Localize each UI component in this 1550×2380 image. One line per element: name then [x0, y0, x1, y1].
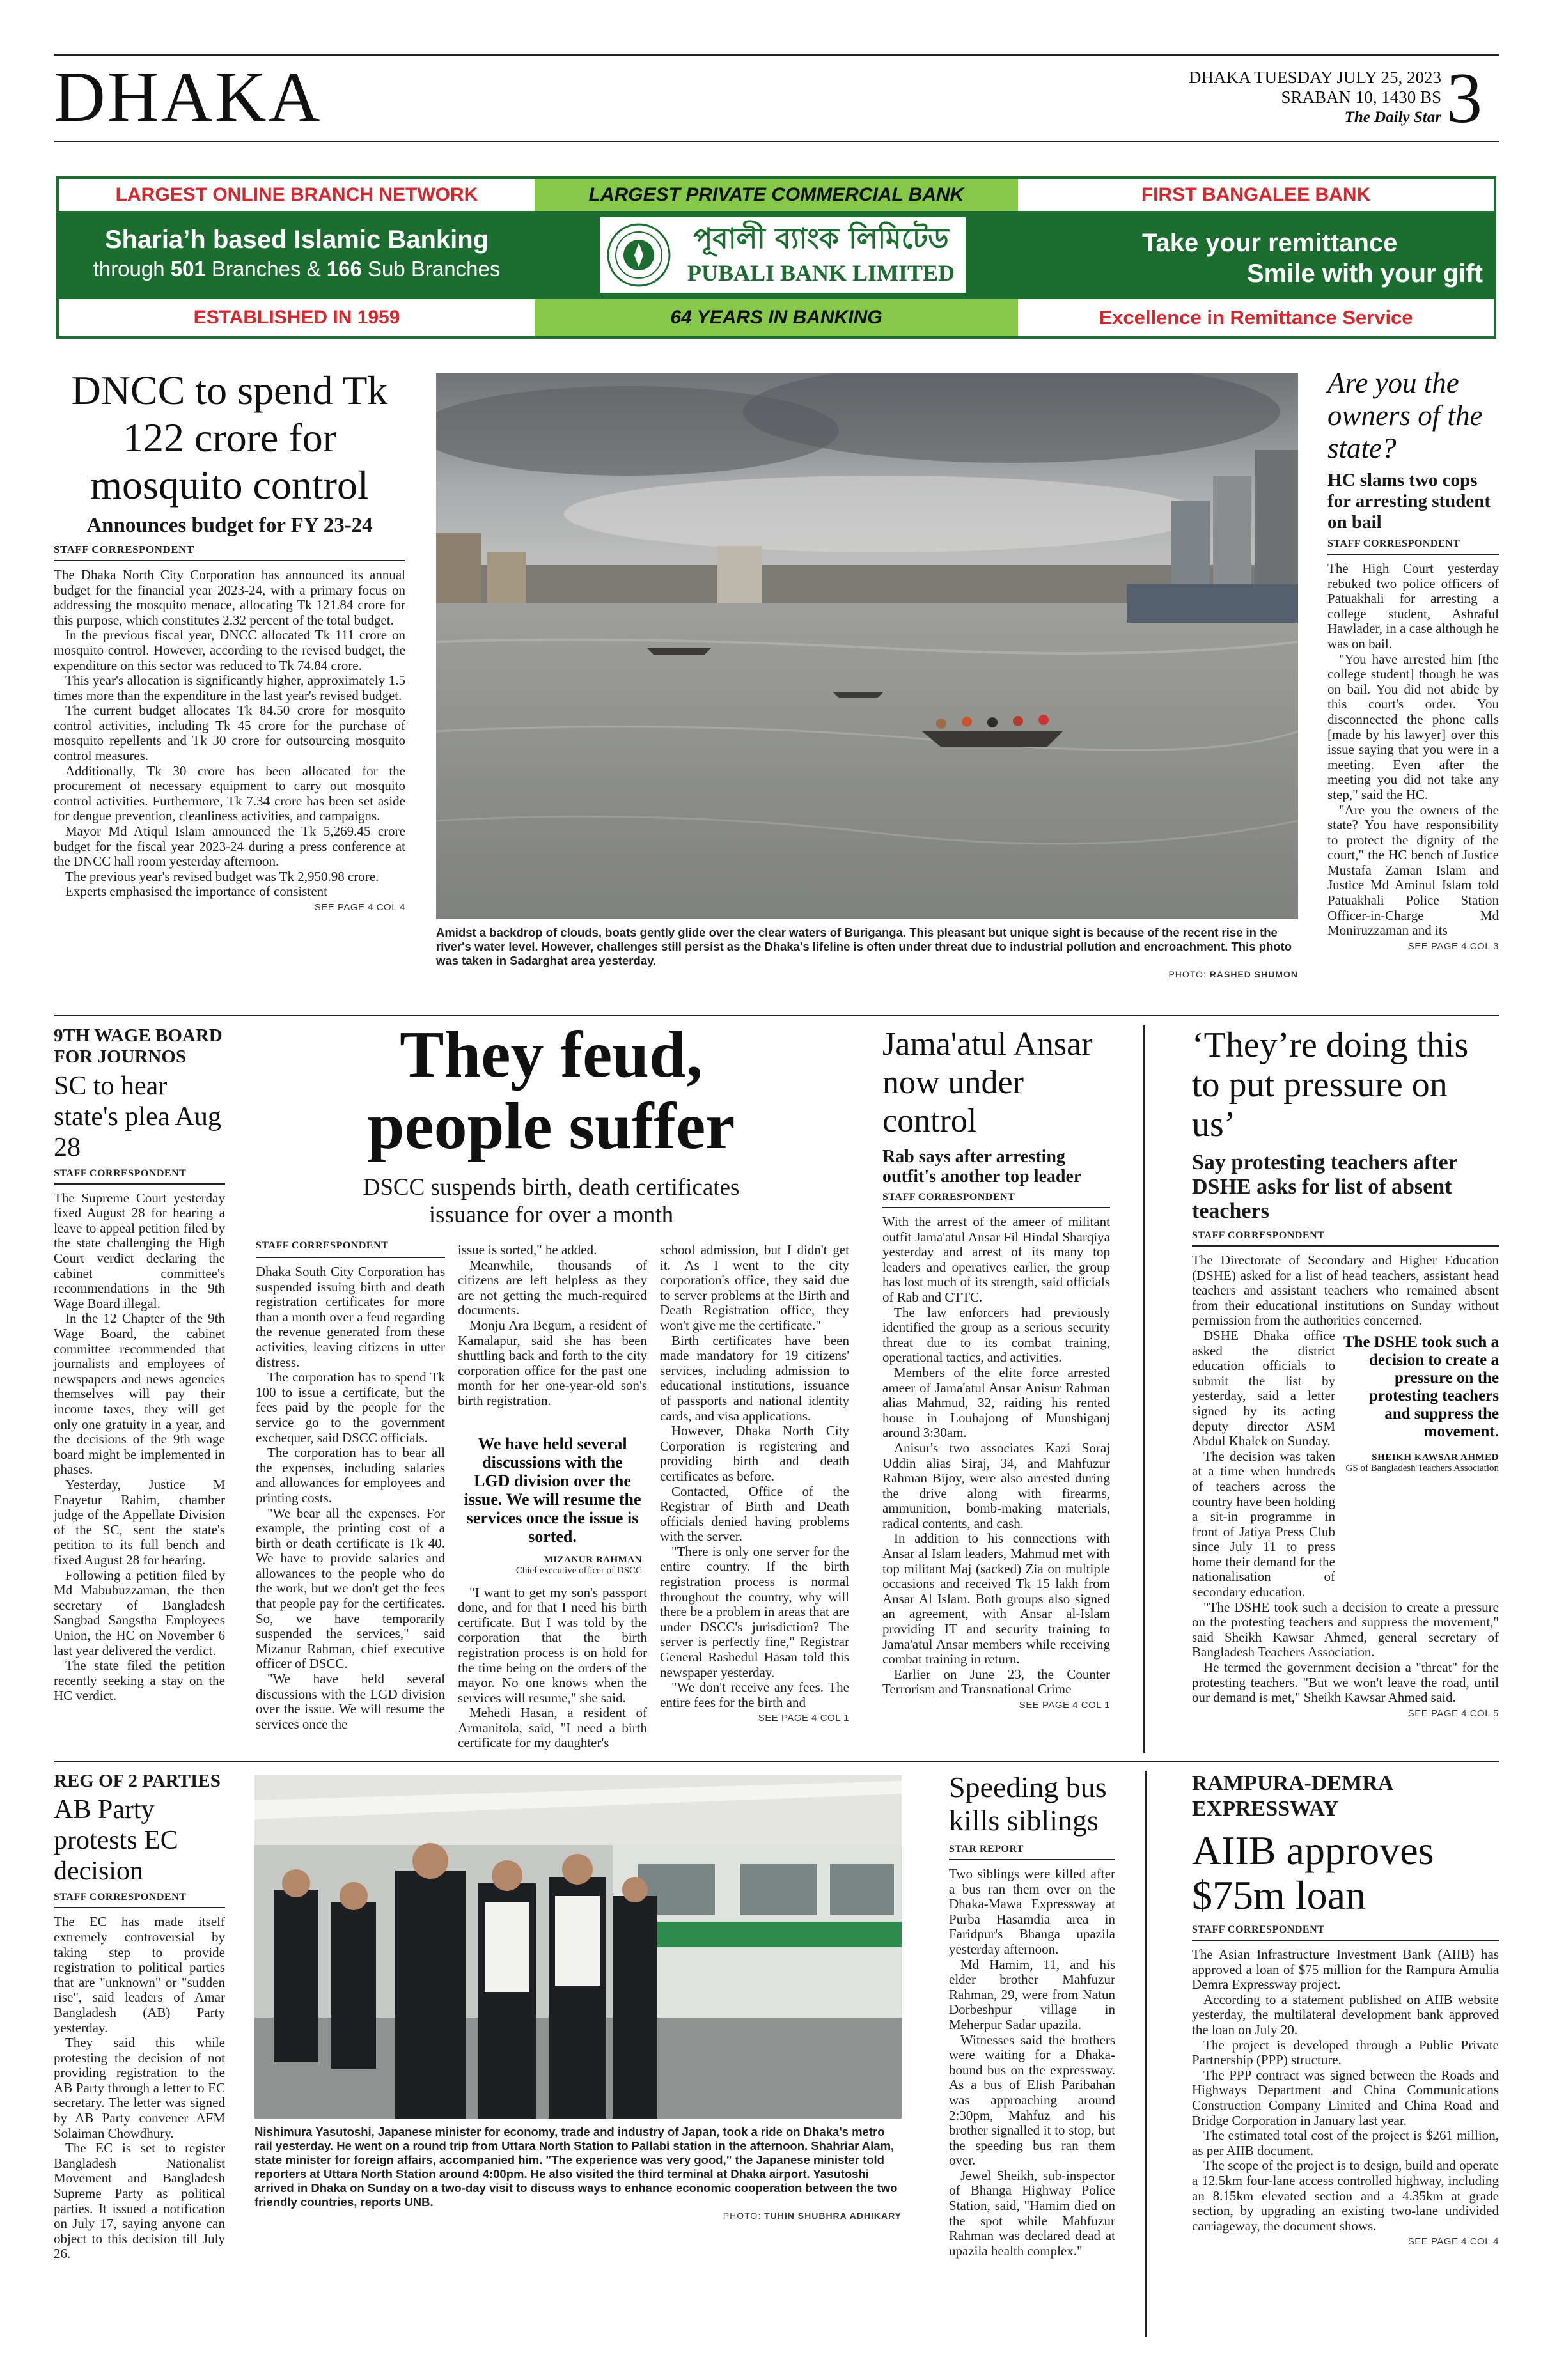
byline-rule — [882, 1207, 1110, 1208]
paragraph: They said this while protesting the decision of not providing registration to the AB Party through a letter to EC secretary. The letter was signed by AB Party convener AFM Solaiman Chowdhury. — [54, 2035, 225, 2141]
byline: STAFF CORRESPONDENT — [1327, 538, 1460, 549]
paragraph: The Directorate of Secondary and Higher Education (DSHE) asked for a list of head teachers, assistant head teachers and assistant teachers who remained absent from their educational institutions on Sunday without permission from the authorities concerned. — [1192, 1252, 1499, 1328]
story-ab-party — [54, 1771, 225, 2262]
photo-credit — [436, 969, 1298, 979]
paragraph: The decision was taken at a time when hundreds of teachers across the country have been holding a sit-in programme in front of Jatiya Press Club since July 11 to press home their demand for the nationalisation of secondary education. — [1192, 1448, 1335, 1600]
paragraph: The scope of the project is to design, build and operate a 12.5km four-lane access controlled highway, including an 8.15km elevated section and a 4.35km at grade section, by upgrading an existing two-lane undivided carriageway, the document shows. — [1192, 2158, 1499, 2234]
byline: STAFF CORRESPONDENT — [54, 543, 194, 556]
pull-quote-role: Chief executive officer of DSCC — [515, 1565, 642, 1576]
paragraph: school admission, but I didn't get it. As I went to the city corporation's office, they said due to server problems at the Birth and Death Registration office, they won't give me the certificate." — [660, 1242, 849, 1333]
paragraph: With the arrest of the ameer of militant outfit Jama'atul Ansar Fil Hindal Sharqiya yesterday and arrest of its many top leaders and operatives earlier, the group has lost much of its strength, said officials of Rab and CTTC. — [882, 1214, 1110, 1305]
article-body — [256, 1264, 445, 1732]
ad-left-text — [59, 224, 535, 283]
paragraph: "We bear all the expenses. For example, the printing cost of a birth or death certificate is Tk 40. We have to provide salaries and allowances to the people who do the work, but we don't get the fees that people pay for the certificates. So, we have temporarily suspended the services," said Mizanur Rahman, chief executive officer of DSCC. — [256, 1505, 445, 1672]
paragraph: "We don't receive any fees. The entire fees for the birth and — [660, 1679, 849, 1710]
paragraph: Mehedi Hasan, a resident of Armanitola, said, "I need a birth certificate for my daughter's — [458, 1705, 647, 1751]
headline-line-2: people suffer — [367, 1089, 735, 1163]
column-divider — [1145, 1771, 1147, 2337]
paragraph: Meanwhile, thousands of citizens are left helpless as they are not getting the much-required documents. — [458, 1257, 647, 1318]
paragraph: Witnesses said the brothers were waiting for a Dhaka-bound bus on the expressway. As a bus of Elish Paribahan was approaching around 2:30pm, Mahfuz and his brother signalled it to stop, but the speeding bus ran them over. — [949, 2032, 1115, 2168]
paragraph: The project is developed through a Public Private Partnership (PPP) structure. — [1192, 2037, 1499, 2068]
paragraph: The estimated total cost of the project is $261 million, as per AIIB document. — [1192, 2127, 1499, 2158]
headline[interactable]: Are you the owners of the state? — [1327, 367, 1483, 464]
ad-branches-line — [59, 256, 535, 283]
paragraph: "The DSHE took such a decision to create a pressure on the protesting teachers and suppress the movement," said Sheikh Kawsar Ahmed, general secretary of Bangladesh Teachers Association. — [1192, 1599, 1499, 1660]
ad-right-text — [1018, 228, 1494, 289]
pull-quote — [463, 1435, 642, 1576]
article-body — [1192, 1253, 1499, 1328]
ad-bottom-left: ESTABLISHED IN 1959 — [193, 307, 400, 328]
article-body — [458, 1243, 647, 1409]
paragraph: The corporation has to spend Tk 100 to issue a certificate, but the fees paid by the people for the service go to the government exchequer, said DSCC officials. — [256, 1369, 445, 1445]
article-body — [54, 568, 405, 899]
page-number: 3 — [1446, 59, 1482, 138]
byline: STAFF CORRESPONDENT — [1192, 1924, 1325, 1935]
headline[interactable]: AB Party protests EC decision — [54, 1795, 178, 1886]
continued-link[interactable]: SEE PAGE 4 COL 1 — [758, 1713, 849, 1724]
paragraph: The EC has made itself extremely controversial by taking step to provide registration to political parties that are "unknown" or "sudden rise", said leaders of Amar Bangladesh (AB) Party yesterday. — [54, 1914, 225, 2035]
deck: Announces budget for FY 23-24 — [86, 514, 373, 537]
paragraph: The state filed the petition recently seeking a stay on the HC verdict. — [54, 1658, 225, 1704]
paragraph: Two siblings were killed after a bus ran them over on the Dhaka-Mawa Expressway at Purba Hasamdia area in Faridpur's Bhanga upazila yesterday afternoon. — [949, 1866, 1115, 1957]
article-body — [882, 1215, 1110, 1697]
ad-through: through — [93, 257, 165, 281]
byline: STAFF CORRESPONDENT — [54, 1167, 187, 1179]
deck: DSCC suspends birth, death certificates issuance for over a month — [363, 1174, 740, 1228]
pull-quote-name: SHEIKH KAWSAR AHMED — [1372, 1452, 1499, 1463]
split-block — [1192, 1328, 1499, 1600]
paragraph: Yesterday, Justice M Enayetur Rahim, chamber judge of the Appellate Division of the SC, sent the state's petition to its full bench and fixed August 28 for hearing. — [54, 1476, 225, 1567]
headline[interactable] — [251, 1019, 852, 1162]
feud-col-1 — [256, 1257, 445, 1732]
ad-smile-gift: Smile with your gift — [1247, 260, 1483, 288]
continued-link[interactable]: SEE PAGE 4 COL 5 — [1407, 1707, 1499, 1719]
continued-link[interactable]: SEE PAGE 4 COL 1 — [1019, 1700, 1110, 1711]
byline-rule — [1192, 1245, 1499, 1247]
headline[interactable]: SC to hear state's plea Aug 28 — [54, 1071, 221, 1162]
feud-byline: STAFF CORRESPONDENT — [256, 1240, 389, 1251]
deck: HC slams two cops for arresting student on bail — [1327, 470, 1491, 533]
paragraph: The High Court yesterday rebuked two police officers of Patuakhali for arresting a college student, Ashraful Hawlader, in a case although he was on bail. — [1327, 561, 1499, 651]
ad-sub-count: 166 — [326, 257, 362, 281]
credit-name: RASHED SHUMON — [1209, 969, 1298, 979]
pull-quote-name: MIZANUR RAHMAN — [544, 1554, 642, 1565]
kicker: REG OF 2 PARTIES — [54, 1771, 221, 1791]
date: DHAKA TUESDAY JULY 25, 2023 — [1188, 68, 1441, 87]
ad-sub-branches: Sub Branches — [368, 257, 501, 281]
paragraph: "Are you the owners of the state? You have responsibility to protect the dignity of the court," the HC bench of Justice Mustafa Zaman Islam and Justice Md Aminul Islam told Patuakhali Police Station Officer-in-Charge Md Moniruzzaman and its — [1327, 802, 1499, 938]
dateline — [1189, 68, 1441, 127]
ad-top-left: LARGEST ONLINE BRANCH NETWORK — [115, 184, 478, 205]
continued-link[interactable]: SEE PAGE 4 COL 4 — [1407, 2236, 1499, 2248]
ad-take-remittance: Take your remittance — [1142, 229, 1398, 257]
paragraph: issue is sorted," he added. — [458, 1242, 597, 1257]
fold-rule-2 — [54, 1761, 1499, 1762]
credit-name: TUHIN SHUBHRA ADHIKARY — [764, 2211, 902, 2221]
byline-rule — [949, 1859, 1115, 1860]
byline-rule — [1192, 1940, 1499, 1941]
bengali-date: SRABAN 10, 1430 BS — [1281, 88, 1441, 107]
paragraph: The Supreme Court yesterday fixed August 28 for hearing a leave to appeal petition filed by the state challenging the High Court verdict declaring the cabinet committee's recommendations in the 9th Wage Board illegal. — [54, 1190, 225, 1311]
paragraph: "I want to get my son's passport done, and for that I need his birth certificate. But I was told by the corporation that the birth registration process is on hold for the time being on the orders of the mayor. No one knows when the services will resume," she said. — [458, 1584, 647, 1706]
ad-islamic-banking: Sharia’h based Islamic Banking — [104, 226, 489, 254]
paragraph: Contacted, Office of the Registrar of Birth and Death officials denied having problems with the server. — [660, 1483, 849, 1544]
paragraph: The Asian Infrastructure Investment Bank (AIIB) has approved a loan of $75 million for the Rampura Amulia Demra Expressway project. — [1192, 1947, 1499, 1993]
paper-logo: The Daily Star — [1344, 109, 1441, 126]
buriganga-photo — [436, 373, 1298, 919]
byline: STAFF CORRESPONDENT — [882, 1192, 1015, 1202]
paragraph: In addition to his connections with Ansar al Islam leaders, Mahmud met with top militant Maj (sacked) Zia on multiple occasions and received Tk 15 lakh from Ansar Al Islam. Both groups also signed an agreement, with Ansar al-Islam providing IT and security training to Jama'atul Ansar members while receiving combat training in return. — [882, 1530, 1110, 1667]
paragraph: Anisur's two associates Kazi Soraj Uddin alias Siraj, 34, and Mahfuzur Rahman Bijoy, were also arrested during the drive along with firearms, ammunition, bomb-making materials, radical contents, and cash. — [882, 1440, 1110, 1531]
paragraph: However, Dhaka North City Corporation is registering and providing birth and death certificates as before. — [660, 1423, 849, 1484]
ad-bank-name: PUBALI BANK LIMITED — [687, 260, 955, 286]
story-dncc — [54, 367, 405, 913]
continued-link[interactable]: SEE PAGE 4 COL 3 — [1407, 940, 1499, 952]
story-bus — [949, 1771, 1115, 2259]
paragraph: Earlier on June 23, the Counter Terrorism and Transnational Crime — [882, 1666, 1110, 1697]
paragraph: Monju Ara Begum, a resident of Kamalapur, said she has been shuttling back and forth to the city corporation office for the past one month for her one-year-old son's birth registration. — [458, 1317, 647, 1408]
ad-branches-word: Branches & — [212, 257, 321, 281]
credit-label: PHOTO: — [1168, 969, 1207, 979]
headline[interactable]: Speeding bus kills siblings — [949, 1771, 1107, 1837]
article-body — [660, 1243, 849, 1710]
headline[interactable]: Jama'atul Ansar now under control — [882, 1026, 1093, 1139]
kicker: RAMPURA-DEMRA EXPRESSWAY — [1192, 1771, 1393, 1821]
story-pressure — [1192, 1025, 1499, 1719]
paragraph: "You have arrested him [the college student] though he was on bail. You did not abide by this court's order. You disconnected the phone calls [made by his lawyer] over this issue saying that you were in a meeting. Even after the meeting you did not take any step," said the HC. — [1327, 651, 1499, 802]
ad-top-right: FIRST BANGALEE BANK — [1141, 184, 1371, 205]
ad-branch-count: 501 — [170, 257, 206, 281]
masthead-rule — [54, 141, 1499, 142]
byline: STAFF CORRESPONDENT — [54, 1892, 187, 1903]
metro-photo-caption — [254, 2125, 902, 2221]
headline[interactable]: DNCC to spend Tk 122 crore for mosquito control — [71, 368, 388, 508]
byline-rule — [54, 1183, 225, 1185]
caption: Amidst a backdrop of clouds, boats gently glide over the clear waters of Buriganga. This pleasant but unique sight is because of the recent rise in the river's water level. However, challenges still persist as the Dhaka's lifeline is often under threat due to industrial pollution and encroachment. This photo was taken in Sadarghat area yesterday. — [436, 926, 1292, 967]
pubali-bank-ad[interactable] — [56, 176, 1496, 339]
article-body — [1192, 1600, 1499, 1706]
story-wage-board — [54, 1025, 225, 1704]
ad-bottom-center: 64 YEARS IN BANKING — [535, 299, 1018, 336]
headline[interactable]: AIIB approves $75m loan — [1192, 1828, 1434, 1918]
paragraph: Mayor Md Atiqul Islam announced the Tk 5,269.45 crore budget for the fiscal year 2023-24 during a press conference at the DNCC hall room yesterday afternoon. — [54, 823, 405, 869]
paragraph: "There is only one server for the entire country. If the birth registration process is normal throughout the country, why will there be a problem in areas that are under DSCC's jurisdiction? The server is perfectly fine," Registrar General Rashedul Hasan told this newspaper yesterday. — [660, 1543, 849, 1680]
fold-rule-1 — [54, 1015, 1499, 1016]
pull-quote — [1343, 1328, 1499, 1600]
paragraph: The Dhaka North City Corporation has announced its annual budget for the financial year 2023-24, with a primary focus on addressing the mosquito menace, allocating Tk 121.84 crore for this purpose, which constitutes 2.32 percent of the total budget. — [54, 566, 405, 628]
paragraph: Birth certificates have been made mandatory for 19 citizens' services, including admission to educational institutions, issuance of passports and national identity cards, and visa applications. — [660, 1332, 849, 1424]
pull-quote-text: We have held several discussions with the LGD division over the issue. We will resume the services once the issue is sorted. — [464, 1434, 641, 1546]
paragraph: The EC is set to register Bangladesh Nationalist Movement and Bangladesh Supreme Party as political parties. It issued a notification on July 17, saying anyone can object to this decision till July 26. — [54, 2140, 225, 2262]
ad-logo-box — [600, 217, 966, 293]
metro-rail-photo — [254, 1775, 902, 2119]
paragraph: The corporation has to bear all the expenses, including salaries and allowances for employees and printing costs. — [256, 1445, 445, 1505]
kicker: 9TH WAGE BOARD FOR JOURNOS — [54, 1025, 223, 1068]
byline-rule — [256, 1257, 445, 1258]
story-jamaatul — [882, 1025, 1110, 1711]
paragraph: The law enforcers had previously identified the group as a serious security threat due to its combat training, operational tactics, and activities. — [882, 1304, 1110, 1365]
story-feud — [251, 1019, 852, 1229]
pull-quote-text: The DSHE took such a decision to create a pressure on the protesting teachers and suppress the movement. — [1343, 1333, 1499, 1440]
article-body — [54, 1915, 225, 2262]
paragraph: "We have held several discussions with the LGD division over the issue. We will resume the services once the — [256, 1671, 445, 1732]
pull-quote-role: GS of Bangladesh Teachers Association — [1345, 1463, 1499, 1474]
paragraph: Md Hamim, 11, and his elder brother Mahfuzur Rahman, 29, were from Natun Dorbeshpur village in Meherpur Sadar upazila. — [949, 1956, 1115, 2032]
feud-col-3 — [660, 1243, 849, 1723]
ad-top-center: LARGEST PRIVATE COMMERCIAL BANK — [535, 179, 1018, 211]
article-body — [1327, 561, 1499, 938]
paragraph: In the previous fiscal year, DNCC allocated Tk 111 crore on mosquito control. However, according to the revised budget, the expenditure on this sector was reduced to Tk 74.84 crore. — [54, 627, 405, 673]
article-body — [1192, 1328, 1335, 1600]
paragraph: Experts emphasised the importance of consistent — [65, 883, 327, 899]
paragraph: Additionally, Tk 30 crore has been allocated for the procurement of necessary equipment to carry out mosquito control activities. Furthermore, Tk 7.34 crore has been set aside for dengue prevention, cleanliness activities, and campaigns. — [54, 763, 405, 824]
byline-rule — [54, 1907, 225, 1908]
pubali-logo-icon — [606, 222, 671, 288]
story-hc — [1327, 367, 1499, 952]
article-body — [1192, 1947, 1499, 2234]
paragraph: The PPP contract was signed between the Roads and Highways Department and China Communications Construction Company Limited and China Road and Bridge Corporation in January last year. — [1192, 2067, 1499, 2128]
paragraph: This year's allocation is significantly higher, approximately 1.5 times more than the expenditure in the last year's revised budget. — [54, 673, 405, 703]
paragraph: Members of the elite force arrested ameer of Jama'atul Ansar Anisur Rahman alias Mahmud, 32, raiding his rented house in Louhajong of Munshiganj around 3:30am. — [882, 1364, 1110, 1441]
headline[interactable]: ‘They’re doing this to put pressure on us’ — [1192, 1025, 1469, 1144]
paragraph: Dhaka South City Corporation has suspended issuing birth and death registration certificates for more than a month over a feud regarding the revenue generated from these activities, leaving citizens in utter distress. — [256, 1264, 445, 1370]
headline-line-1: They feud, — [400, 1018, 703, 1091]
column-divider — [1143, 1025, 1145, 1753]
paragraph: Following a petition filed by Md Mabubuzzaman, the then secretary of Bangladesh Sangbad Sangstha Employees Union, the HC on November 6 last year delivered the verdict. — [54, 1567, 225, 1658]
byline: STAR REPORT — [949, 1844, 1024, 1855]
feud-col-2 — [458, 1243, 647, 1751]
caption: Nishimura Yasutoshi, Japanese minister for economy, trade and industry of Japan, took a ride on Dhaka's metro rail yesterday. He went on a round trip from Uttara North Station to Pallabi station in the afternoon. Shahriar Alam, state minister for foreign affairs, accompanied him. "The experience was very good," the Japanese minister told reporters at Uttara North Station around 4:00pm. He also visited the third terminal at Dhaka airport. Yasutoshi arrived in Dhaka on Sunday on a two-day visit to discuss ways to enhance economic cooperation between the two friendly countries, reports UNB. — [254, 2125, 898, 2209]
river-photo-caption — [436, 926, 1298, 979]
top-rule — [54, 54, 1499, 56]
paragraph: According to a statement published on AIIB website yesterday, the multilateral development bank approved the loan on July 20. — [1192, 1991, 1499, 2037]
story-aiib — [1192, 1771, 1499, 2247]
byline-rule — [1327, 554, 1499, 555]
section-title: DHAKA — [54, 58, 322, 137]
metro-scene-image — [254, 1775, 902, 2119]
credit-label: PHOTO: — [723, 2211, 762, 2221]
continued-link[interactable]: SEE PAGE 4 COL 4 — [314, 902, 405, 913]
article-body — [949, 1867, 1115, 2259]
paragraph: He termed the government decision a "threat" for the protesting teachers. "But we won't leave the road, until our demand is met," Sheikh Kawsar Ahmed said. — [1192, 1660, 1499, 1706]
river-scene-image — [436, 373, 1298, 919]
ad-bottom-right: Excellence in Remittance Service — [1099, 306, 1413, 329]
article-body — [458, 1585, 647, 1752]
article-body — [54, 1191, 225, 1704]
paragraph: Jewel Sheikh, sub-inspector of Bhanga Highway Police Station, said, "Hamim died on the spot while Mahfuzur Rahman was declared dead at upazila health complex." — [949, 2167, 1115, 2259]
byline-rule — [54, 560, 405, 561]
photo-credit — [254, 2211, 902, 2221]
byline: STAFF CORRESPONDENT — [1192, 1230, 1325, 1241]
ad-bank-bengali: পূবালী ব্যাংক লিমিটেড — [693, 222, 949, 255]
paragraph: The previous year's revised budget was Tk 2,950.98 crore. — [65, 868, 379, 884]
paragraph: In the 12 Chapter of the 9th Wage Board, the cabinet committee recommended that journalists and employees of newspapers and news agencies themselves will pay their income taxes, they will get only one gratuity in a year, and the decisions of the 9th wage board might be implemented in phases. — [54, 1311, 225, 1477]
deck: Rab says after arresting outfit's another top leader — [882, 1147, 1082, 1186]
paragraph: DSHE Dhaka office asked the district education officials to submit the list by yesterday, said a letter signed by its acting deputy director ASM Abdul Khalek on Sunday. — [1192, 1327, 1335, 1449]
deck: Say protesting teachers after DSHE asks for list of absent teachers — [1192, 1151, 1458, 1223]
paragraph: The current budget allocates Tk 84.50 crore for mosquito control activities, including Tk 45 crore for the purchase of mosquito repellents and Tk 30 crore for outsourcing mosquito control measures. — [54, 703, 405, 764]
